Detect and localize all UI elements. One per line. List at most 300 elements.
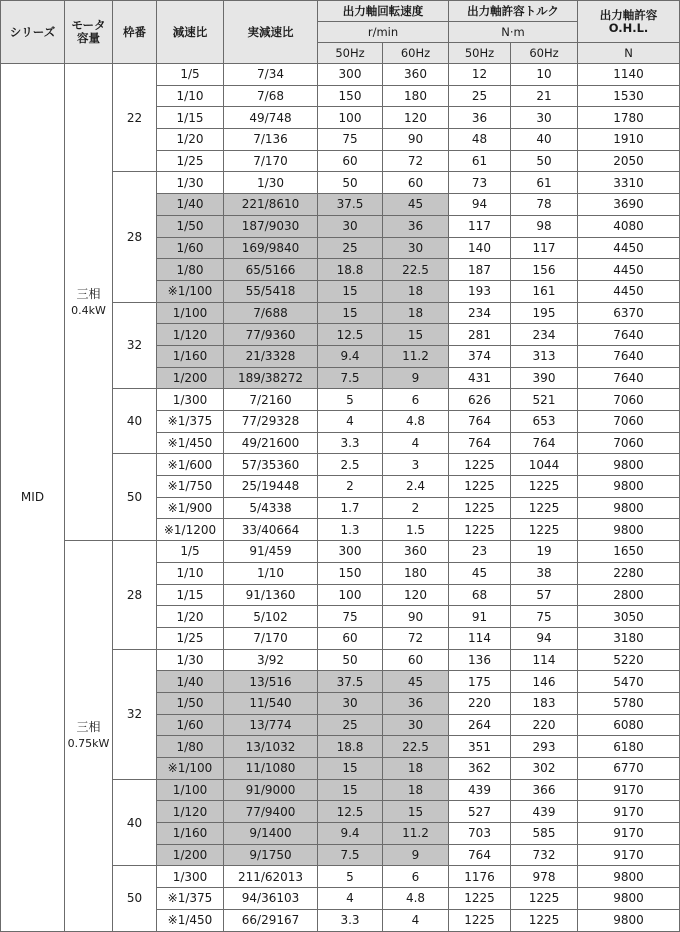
actual-ratio-cell: 7/688 — [224, 302, 318, 324]
actual-ratio-cell: 211/62013 — [224, 866, 318, 888]
ratio-cell: 1/80 — [157, 259, 224, 281]
speed-50hz-cell: 1.7 — [318, 497, 383, 519]
speed-60hz-cell: 15 — [383, 324, 449, 346]
actual-ratio-cell: 33/40664 — [224, 519, 318, 541]
actual-ratio-cell: 7/68 — [224, 85, 318, 107]
ohl-cell: 6370 — [578, 302, 680, 324]
actual-ratio-cell: 1/10 — [224, 562, 318, 584]
frame-cell: 40 — [113, 389, 157, 454]
torque-50hz-cell: 362 — [449, 758, 511, 780]
ohl-cell: 3050 — [578, 606, 680, 628]
actual-ratio-cell: 21/3328 — [224, 345, 318, 367]
speed-50hz-cell: 15 — [318, 280, 383, 302]
torque-60hz-cell: 10 — [511, 64, 578, 86]
torque-60hz-cell: 30 — [511, 107, 578, 129]
speed-60hz-cell: 30 — [383, 237, 449, 259]
header-ohl: 出力軸許容 O.H.L. — [578, 1, 680, 43]
torque-50hz-cell: 45 — [449, 562, 511, 584]
header-actual-ratio: 実減速比 — [224, 1, 318, 64]
torque-60hz-cell: 1225 — [511, 497, 578, 519]
torque-50hz-cell: 1225 — [449, 519, 511, 541]
ratio-cell: 1/60 — [157, 714, 224, 736]
ratio-cell: ※1/375 — [157, 888, 224, 910]
ohl-cell: 1910 — [578, 129, 680, 151]
torque-60hz-cell: 234 — [511, 324, 578, 346]
torque-50hz-cell: 626 — [449, 389, 511, 411]
torque-60hz-cell: 19 — [511, 541, 578, 563]
actual-ratio-cell: 25/19448 — [224, 476, 318, 498]
ohl-cell: 9170 — [578, 779, 680, 801]
ratio-cell: 1/160 — [157, 823, 224, 845]
speed-60hz-cell: 11.2 — [383, 345, 449, 367]
torque-50hz-cell: 1225 — [449, 909, 511, 931]
speed-60hz-cell: 11.2 — [383, 823, 449, 845]
speed-50hz-cell: 150 — [318, 562, 383, 584]
ratio-cell: 1/200 — [157, 844, 224, 866]
speed-50hz-cell: 3.3 — [318, 432, 383, 454]
motor-power: 0.75kW — [67, 737, 110, 751]
torque-60hz-cell: 1225 — [511, 519, 578, 541]
header-speed-unit: r/min — [318, 22, 449, 43]
speed-60hz-cell: 18 — [383, 779, 449, 801]
actual-ratio-cell: 189/38272 — [224, 367, 318, 389]
torque-50hz-cell: 764 — [449, 432, 511, 454]
speed-50hz-cell: 15 — [318, 758, 383, 780]
speed-60hz-cell: 60 — [383, 649, 449, 671]
ohl-cell: 9170 — [578, 823, 680, 845]
actual-ratio-cell: 11/540 — [224, 692, 318, 714]
table-row — [1, 541, 680, 563]
header-motor-capacity: モータ 容量 — [65, 1, 113, 64]
ratio-cell: 1/20 — [157, 606, 224, 628]
actual-ratio-cell: 91/1360 — [224, 584, 318, 606]
speed-50hz-cell: 4 — [318, 888, 383, 910]
speed-60hz-cell: 18 — [383, 302, 449, 324]
header-torque-60hz: 60Hz — [511, 43, 578, 64]
ratio-cell: 1/30 — [157, 172, 224, 194]
ratio-cell: 1/120 — [157, 801, 224, 823]
ohl-cell: 1650 — [578, 541, 680, 563]
ratio-cell: ※1/450 — [157, 432, 224, 454]
speed-50hz-cell: 50 — [318, 172, 383, 194]
speed-60hz-cell: 15 — [383, 801, 449, 823]
torque-50hz-cell: 220 — [449, 692, 511, 714]
torque-60hz-cell: 439 — [511, 801, 578, 823]
ohl-cell: 7640 — [578, 324, 680, 346]
ohl-cell: 2050 — [578, 150, 680, 172]
torque-60hz-cell: 1225 — [511, 888, 578, 910]
speed-50hz-cell: 60 — [318, 627, 383, 649]
ratio-cell: 1/40 — [157, 194, 224, 216]
speed-60hz-cell: 4.8 — [383, 888, 449, 910]
speed-50hz-cell: 100 — [318, 107, 383, 129]
speed-50hz-cell: 37.5 — [318, 194, 383, 216]
torque-60hz-cell: 978 — [511, 866, 578, 888]
speed-60hz-cell: 36 — [383, 692, 449, 714]
torque-60hz-cell: 156 — [511, 259, 578, 281]
motor-capacity-cell — [65, 64, 113, 541]
ohl-cell: 1140 — [578, 64, 680, 86]
ohl-cell: 7640 — [578, 345, 680, 367]
torque-60hz-cell: 94 — [511, 627, 578, 649]
speed-50hz-cell: 30 — [318, 215, 383, 237]
torque-60hz-cell: 117 — [511, 237, 578, 259]
ratio-cell: 1/30 — [157, 649, 224, 671]
ohl-cell: 9170 — [578, 801, 680, 823]
actual-ratio-cell: 11/1080 — [224, 758, 318, 780]
torque-60hz-cell: 50 — [511, 150, 578, 172]
speed-60hz-cell: 72 — [383, 627, 449, 649]
torque-50hz-cell: 175 — [449, 671, 511, 693]
actual-ratio-cell: 77/9360 — [224, 324, 318, 346]
speed-60hz-cell: 4 — [383, 432, 449, 454]
actual-ratio-cell: 221/8610 — [224, 194, 318, 216]
torque-60hz-cell: 161 — [511, 280, 578, 302]
speed-50hz-cell: 3.3 — [318, 909, 383, 931]
table-header — [1, 1, 680, 64]
torque-50hz-cell: 140 — [449, 237, 511, 259]
motor-phase: 三相 — [76, 286, 101, 301]
header-series: シリーズ — [1, 1, 65, 64]
actual-ratio-cell: 187/9030 — [224, 215, 318, 237]
speed-60hz-cell: 4 — [383, 909, 449, 931]
ratio-cell: 1/50 — [157, 692, 224, 714]
torque-60hz-cell: 195 — [511, 302, 578, 324]
torque-60hz-cell: 653 — [511, 411, 578, 433]
torque-50hz-cell: 12 — [449, 64, 511, 86]
torque-50hz-cell: 281 — [449, 324, 511, 346]
torque-60hz-cell: 1225 — [511, 909, 578, 931]
header-output-torque: 出力軸許容トルク — [449, 1, 578, 22]
ohl-cell: 9800 — [578, 476, 680, 498]
torque-60hz-cell: 61 — [511, 172, 578, 194]
torque-50hz-cell: 764 — [449, 844, 511, 866]
ratio-cell: 1/25 — [157, 627, 224, 649]
speed-60hz-cell: 18 — [383, 280, 449, 302]
ratio-cell: 1/100 — [157, 779, 224, 801]
table-body — [1, 64, 680, 932]
torque-50hz-cell: 136 — [449, 649, 511, 671]
speed-50hz-cell: 1.3 — [318, 519, 383, 541]
ohl-cell: 5220 — [578, 649, 680, 671]
speed-50hz-cell: 30 — [318, 692, 383, 714]
ohl-cell: 3690 — [578, 194, 680, 216]
header-ohl-unit: N — [578, 43, 680, 64]
torque-50hz-cell: 764 — [449, 411, 511, 433]
speed-50hz-cell: 60 — [318, 150, 383, 172]
ratio-cell: 1/10 — [157, 562, 224, 584]
torque-60hz-cell: 114 — [511, 649, 578, 671]
actual-ratio-cell: 55/5418 — [224, 280, 318, 302]
actual-ratio-cell: 13/516 — [224, 671, 318, 693]
ohl-cell: 2800 — [578, 584, 680, 606]
frame-cell: 22 — [113, 64, 157, 172]
ohl-cell: 9800 — [578, 888, 680, 910]
speed-60hz-cell: 120 — [383, 107, 449, 129]
ratio-cell: ※1/100 — [157, 758, 224, 780]
speed-50hz-cell: 15 — [318, 302, 383, 324]
speed-50hz-cell: 7.5 — [318, 844, 383, 866]
ohl-cell: 6770 — [578, 758, 680, 780]
speed-50hz-cell: 2 — [318, 476, 383, 498]
ratio-cell: 1/50 — [157, 215, 224, 237]
speed-50hz-cell: 15 — [318, 779, 383, 801]
speed-50hz-cell: 300 — [318, 541, 383, 563]
torque-60hz-cell: 764 — [511, 432, 578, 454]
ohl-cell: 5470 — [578, 671, 680, 693]
actual-ratio-cell: 7/136 — [224, 129, 318, 151]
header-output-speed: 出力軸回転速度 — [318, 1, 449, 22]
actual-ratio-cell: 169/9840 — [224, 237, 318, 259]
speed-50hz-cell: 25 — [318, 237, 383, 259]
torque-50hz-cell: 48 — [449, 129, 511, 151]
ohl-cell: 9800 — [578, 909, 680, 931]
ohl-cell: 5780 — [578, 692, 680, 714]
speed-60hz-cell: 45 — [383, 671, 449, 693]
ohl-cell: 4080 — [578, 215, 680, 237]
torque-60hz-cell: 585 — [511, 823, 578, 845]
torque-50hz-cell: 1176 — [449, 866, 511, 888]
ratio-cell: 1/300 — [157, 866, 224, 888]
speed-50hz-cell: 18.8 — [318, 259, 383, 281]
header-speed-60hz: 60Hz — [383, 43, 449, 64]
ohl-cell: 9800 — [578, 497, 680, 519]
actual-ratio-cell: 66/29167 — [224, 909, 318, 931]
actual-ratio-cell: 1/30 — [224, 172, 318, 194]
torque-60hz-cell: 75 — [511, 606, 578, 628]
ratio-cell: 1/80 — [157, 736, 224, 758]
ohl-cell: 6180 — [578, 736, 680, 758]
torque-60hz-cell: 38 — [511, 562, 578, 584]
torque-60hz-cell: 732 — [511, 844, 578, 866]
torque-50hz-cell: 374 — [449, 345, 511, 367]
speed-60hz-cell: 45 — [383, 194, 449, 216]
torque-60hz-cell: 57 — [511, 584, 578, 606]
actual-ratio-cell: 77/29328 — [224, 411, 318, 433]
speed-60hz-cell: 2.4 — [383, 476, 449, 498]
ratio-cell: 1/10 — [157, 85, 224, 107]
torque-50hz-cell: 234 — [449, 302, 511, 324]
speed-60hz-cell: 120 — [383, 584, 449, 606]
ratio-cell: 1/15 — [157, 584, 224, 606]
actual-ratio-cell: 9/1750 — [224, 844, 318, 866]
actual-ratio-cell: 9/1400 — [224, 823, 318, 845]
ohl-cell: 4450 — [578, 280, 680, 302]
header-torque-unit: N·m — [449, 22, 578, 43]
speed-50hz-cell: 300 — [318, 64, 383, 86]
ratio-cell: ※1/100 — [157, 280, 224, 302]
header-frame: 枠番 — [113, 1, 157, 64]
ratio-cell: 1/160 — [157, 345, 224, 367]
torque-50hz-cell: 351 — [449, 736, 511, 758]
actual-ratio-cell: 91/459 — [224, 541, 318, 563]
torque-50hz-cell: 187 — [449, 259, 511, 281]
actual-ratio-cell: 7/170 — [224, 627, 318, 649]
speed-60hz-cell: 60 — [383, 172, 449, 194]
ratio-cell: 1/20 — [157, 129, 224, 151]
speed-50hz-cell: 37.5 — [318, 671, 383, 693]
actual-ratio-cell: 3/92 — [224, 649, 318, 671]
ratio-cell: 1/60 — [157, 237, 224, 259]
torque-60hz-cell: 313 — [511, 345, 578, 367]
torque-60hz-cell: 1225 — [511, 476, 578, 498]
torque-50hz-cell: 68 — [449, 584, 511, 606]
header-speed-50hz: 50Hz — [318, 43, 383, 64]
speed-50hz-cell: 100 — [318, 584, 383, 606]
actual-ratio-cell: 91/9000 — [224, 779, 318, 801]
torque-60hz-cell: 183 — [511, 692, 578, 714]
header-reduction-ratio: 減速比 — [157, 1, 224, 64]
actual-ratio-cell: 49/21600 — [224, 432, 318, 454]
actual-ratio-cell: 13/774 — [224, 714, 318, 736]
speed-50hz-cell: 5 — [318, 389, 383, 411]
speed-60hz-cell: 2 — [383, 497, 449, 519]
ohl-cell: 9800 — [578, 519, 680, 541]
ohl-cell: 3180 — [578, 627, 680, 649]
ratio-cell: 1/5 — [157, 541, 224, 563]
ratio-cell: 1/5 — [157, 64, 224, 86]
ohl-cell: 7060 — [578, 411, 680, 433]
actual-ratio-cell: 7/34 — [224, 64, 318, 86]
ohl-cell: 4450 — [578, 259, 680, 281]
torque-50hz-cell: 703 — [449, 823, 511, 845]
actual-ratio-cell: 7/170 — [224, 150, 318, 172]
speed-60hz-cell: 6 — [383, 389, 449, 411]
speed-60hz-cell: 90 — [383, 606, 449, 628]
ratio-cell: 1/100 — [157, 302, 224, 324]
torque-60hz-cell: 293 — [511, 736, 578, 758]
torque-50hz-cell: 431 — [449, 367, 511, 389]
frame-cell: 28 — [113, 541, 157, 649]
speed-60hz-cell: 9 — [383, 844, 449, 866]
speed-60hz-cell: 3 — [383, 454, 449, 476]
torque-50hz-cell: 1225 — [449, 888, 511, 910]
ratio-cell: ※1/900 — [157, 497, 224, 519]
actual-ratio-cell: 94/36103 — [224, 888, 318, 910]
speed-60hz-cell: 180 — [383, 85, 449, 107]
torque-50hz-cell: 117 — [449, 215, 511, 237]
actual-ratio-cell: 57/35360 — [224, 454, 318, 476]
speed-50hz-cell: 9.4 — [318, 345, 383, 367]
frame-cell: 50 — [113, 866, 157, 931]
ohl-cell: 9800 — [578, 866, 680, 888]
speed-50hz-cell: 12.5 — [318, 324, 383, 346]
ratio-cell: 1/15 — [157, 107, 224, 129]
actual-ratio-cell: 49/748 — [224, 107, 318, 129]
speed-50hz-cell: 2.5 — [318, 454, 383, 476]
torque-60hz-cell: 1044 — [511, 454, 578, 476]
motor-phase: 三相 — [76, 720, 101, 735]
actual-ratio-cell: 65/5166 — [224, 259, 318, 281]
actual-ratio-cell: 77/9400 — [224, 801, 318, 823]
torque-60hz-cell: 220 — [511, 714, 578, 736]
ratio-cell: 1/120 — [157, 324, 224, 346]
torque-50hz-cell: 91 — [449, 606, 511, 628]
speed-50hz-cell: 7.5 — [318, 367, 383, 389]
table-row — [1, 64, 680, 86]
torque-50hz-cell: 1225 — [449, 476, 511, 498]
ratio-cell: 1/40 — [157, 671, 224, 693]
torque-50hz-cell: 73 — [449, 172, 511, 194]
ratio-cell: 1/300 — [157, 389, 224, 411]
speed-50hz-cell: 25 — [318, 714, 383, 736]
ohl-cell: 6080 — [578, 714, 680, 736]
speed-60hz-cell: 18 — [383, 758, 449, 780]
speed-50hz-cell: 18.8 — [318, 736, 383, 758]
speed-60hz-cell: 22.5 — [383, 736, 449, 758]
ratio-cell: ※1/375 — [157, 411, 224, 433]
speed-50hz-cell: 5 — [318, 866, 383, 888]
speed-60hz-cell: 6 — [383, 866, 449, 888]
torque-60hz-cell: 78 — [511, 194, 578, 216]
torque-50hz-cell: 94 — [449, 194, 511, 216]
speed-60hz-cell: 360 — [383, 64, 449, 86]
torque-50hz-cell: 114 — [449, 627, 511, 649]
torque-50hz-cell: 527 — [449, 801, 511, 823]
torque-60hz-cell: 390 — [511, 367, 578, 389]
torque-60hz-cell: 21 — [511, 85, 578, 107]
frame-cell: 32 — [113, 302, 157, 389]
actual-ratio-cell: 13/1032 — [224, 736, 318, 758]
frame-cell: 50 — [113, 454, 157, 541]
torque-50hz-cell: 1225 — [449, 497, 511, 519]
speed-50hz-cell: 4 — [318, 411, 383, 433]
ratio-cell: ※1/1200 — [157, 519, 224, 541]
motor-power: 0.4kW — [71, 303, 106, 317]
speed-60hz-cell: 9 — [383, 367, 449, 389]
ohl-cell: 1780 — [578, 107, 680, 129]
torque-50hz-cell: 61 — [449, 150, 511, 172]
motor-capacity-cell — [65, 541, 113, 931]
speed-50hz-cell: 150 — [318, 85, 383, 107]
actual-ratio-cell: 5/4338 — [224, 497, 318, 519]
ohl-cell: 4450 — [578, 237, 680, 259]
ratio-cell: 1/25 — [157, 150, 224, 172]
speed-50hz-cell: 50 — [318, 649, 383, 671]
ohl-cell: 7060 — [578, 389, 680, 411]
torque-60hz-cell: 40 — [511, 129, 578, 151]
ratio-cell: ※1/600 — [157, 454, 224, 476]
speed-60hz-cell: 180 — [383, 562, 449, 584]
speed-50hz-cell: 75 — [318, 129, 383, 151]
torque-60hz-cell: 366 — [511, 779, 578, 801]
speed-60hz-cell: 1.5 — [383, 519, 449, 541]
torque-50hz-cell: 23 — [449, 541, 511, 563]
ohl-cell: 1530 — [578, 85, 680, 107]
frame-cell: 32 — [113, 649, 157, 779]
ratio-cell: ※1/450 — [157, 909, 224, 931]
ratio-cell: ※1/750 — [157, 476, 224, 498]
torque-50hz-cell: 193 — [449, 280, 511, 302]
ohl-cell: 9800 — [578, 454, 680, 476]
header-torque-50hz: 50Hz — [449, 43, 511, 64]
speed-60hz-cell: 22.5 — [383, 259, 449, 281]
speed-60hz-cell: 30 — [383, 714, 449, 736]
speed-60hz-cell: 4.8 — [383, 411, 449, 433]
series-cell: MID — [1, 64, 65, 932]
torque-60hz-cell: 521 — [511, 389, 578, 411]
torque-50hz-cell: 1225 — [449, 454, 511, 476]
ohl-cell: 9170 — [578, 844, 680, 866]
torque-50hz-cell: 439 — [449, 779, 511, 801]
speed-60hz-cell: 90 — [383, 129, 449, 151]
torque-50hz-cell: 36 — [449, 107, 511, 129]
speed-50hz-cell: 12.5 — [318, 801, 383, 823]
speed-50hz-cell: 9.4 — [318, 823, 383, 845]
actual-ratio-cell: 7/2160 — [224, 389, 318, 411]
ratio-cell: 1/200 — [157, 367, 224, 389]
speed-60hz-cell: 36 — [383, 215, 449, 237]
